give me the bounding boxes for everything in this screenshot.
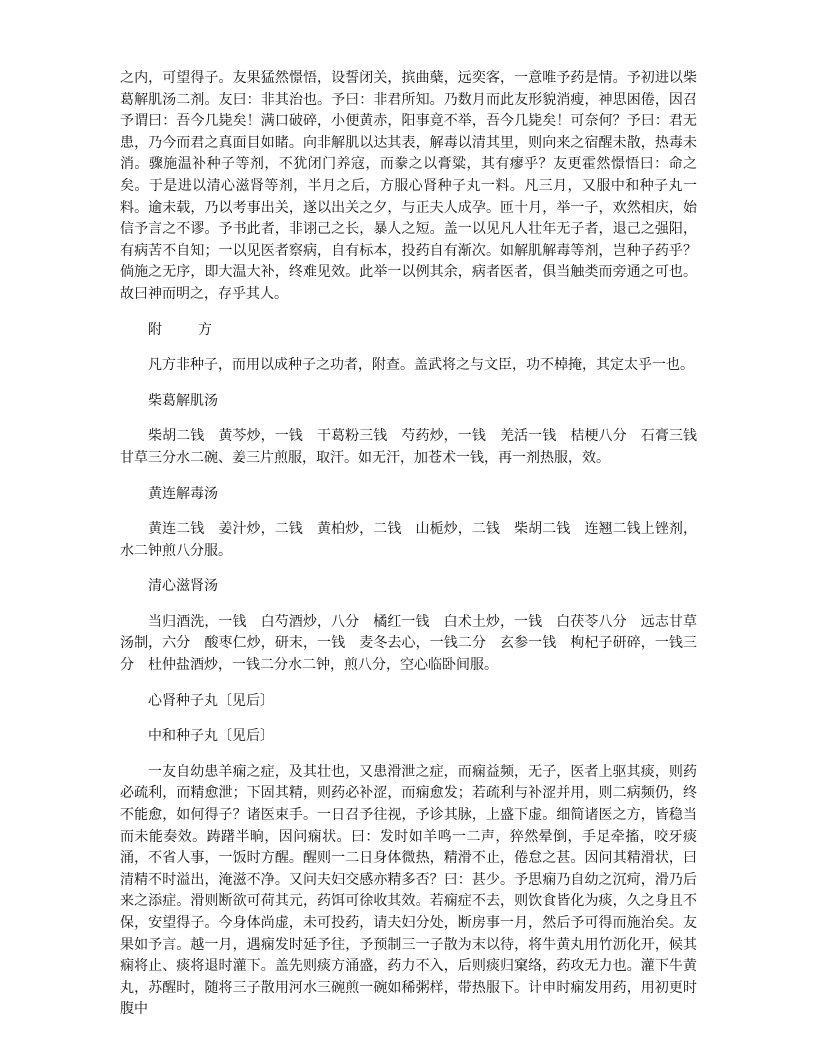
recipe-body-chaige: 柴胡二钱 黄芩炒，一钱 干葛粉三钱 芍药炒，一钱 羌活一钱 桔梗八分 石膏三钱 甘草三分水二碗、姜三片煎服，取汗。如无汗，加苍术一钱，再一剂热服，效。 <box>120 428 711 466</box>
appendix-heading <box>120 320 697 342</box>
document-page <box>120 68 711 1021</box>
case-paragraph: 一友自幼患羊痫之症，及其壮也，又患滑泄之症，而痫益频，无子，医者上驱其痰，则药必疏利，而精愈泄；下固其精，则药必补涩，而痫愈发；若疏利与补涩并用，则二病频仍，终不能愈，如何得子？诸医束手。一日召予往视，予诊其脉，上盛下虚。细简诸医之方，皆稳当而未能奏效。踌躇半晌，因问痫状。曰：发时如羊鸣一二声，猝然晕倒，手足牵搐，咬牙痰涌，不省人事，一饭时方醒。醒则一二日身体微热，精滑不止，倦怠之甚。因问其精滑状，曰清精不时溢出，淹滋不净。又问夫妇交感亦精多否？曰：甚少。予思痫乃自幼之沉疴，滑乃后来之添症。滑则断欲可荷其元，药饵可徐收其效。若痫症不去，则饮食皆化为痰，久之身且不保，安望得子。今身体尚虚，未可投药，请夫妇分处，断房事一月，然后予可得而施治矣。友果如予言。越一月，遇痫发时延予往，予预制三一子散为末以待，将牛黄丸用竹沥化开，候其痫将止、痰将退时灌下。盖先则痰方涌盛，药力不入，后则痰归窠络，药攻无力也。灌下牛黄丸，苏醒时，随将三子散用河水三碗煎一碗如稀粥样，带热服下。计申时痫发用药，用初更时腹中 <box>120 763 697 1018</box>
recipe-title-qingxin: 清心滋肾汤 <box>148 578 218 595</box>
appendix-heading-right: 方 <box>198 321 212 338</box>
appendix-note: 凡方非种子，而用以成种子之功者，附查。盖武将之与文臣，功不棹掩，其定太乎一也。 <box>148 357 694 374</box>
appendix-heading-left: 附 <box>148 321 162 338</box>
ref-zhonghe-pill: 中和种子丸〔见后〕 <box>148 728 274 745</box>
intro-paragraph: 之内，可望得子。友果猛然憬悟，设誓闭关，摈曲蘖，远奕客，一意唯予药是情。予初进以柴葛解肌汤二剂。友曰：非其治也。予曰：非君所知。乃数月而此友形貌消瘦，神思困倦，因召予谓曰：吾今几毙矣！满口破碎，小便黄赤，阳事竟不举，吾今几毙矣！可奈何？予曰：君无患，乃今而君之真面目如睹。向非解肌以达其表，解毒以清其里，则向来之宿醒未散，热毒未消。骤施温补种子等剂，不犹闭门养寇，而豢之以膏粱，其有瘳乎？友更霍然憬悟曰：命之矣。于是进以清心滋肾等剂，半月之后，方服心肾种子丸一料。凡三月，又服中和种子丸一料。逾未载，乃以考事出关，遂以出关之夕，与正夫人成孕。匝十月，举一子，欢然相庆，始信予言之不谬。予书此者，非诩己之长，暴人之短。盖一以见凡人壮年无子者，退己之强阳，有病苦不自知；一以见医者察病，自有标本，投药自有渐次。如解肌解毒等剂，岂种子药乎？倘施之无序，即大温大补，终难见效。此举一以例其余，病者医者，俱当触类而旁通之可也。故曰神而明之，存乎其人。 <box>120 70 697 302</box>
recipe-title-chaige: 柴葛解肌汤 <box>148 392 218 409</box>
recipe-title-huanglian: 黄连解毒汤 <box>148 485 218 502</box>
ref-heart-kidney-pill: 心肾种子丸〔见后〕 <box>148 692 274 709</box>
recipe-body-qingxin: 当归酒洗，一钱 白芍酒炒，八分 橘红一钱 白术土炒，一钱 白茯苓八分 远志甘草汤制，六分 酸枣仁炒，研末，一钱 麦冬去心，一钱二分 玄参一钱 枸杞子研碎，一钱三分 杜仲盐酒炒，一钱二分水二钟，煎八分，空心临卧间服。 <box>120 613 697 674</box>
recipe-body-huanglian: 黄连二钱 姜汁炒，二钱 黄柏炒，二钱 山栀炒，二钱 柴胡二钱 连翘二钱上锉剂，水二钟煎八分服。 <box>120 521 697 559</box>
